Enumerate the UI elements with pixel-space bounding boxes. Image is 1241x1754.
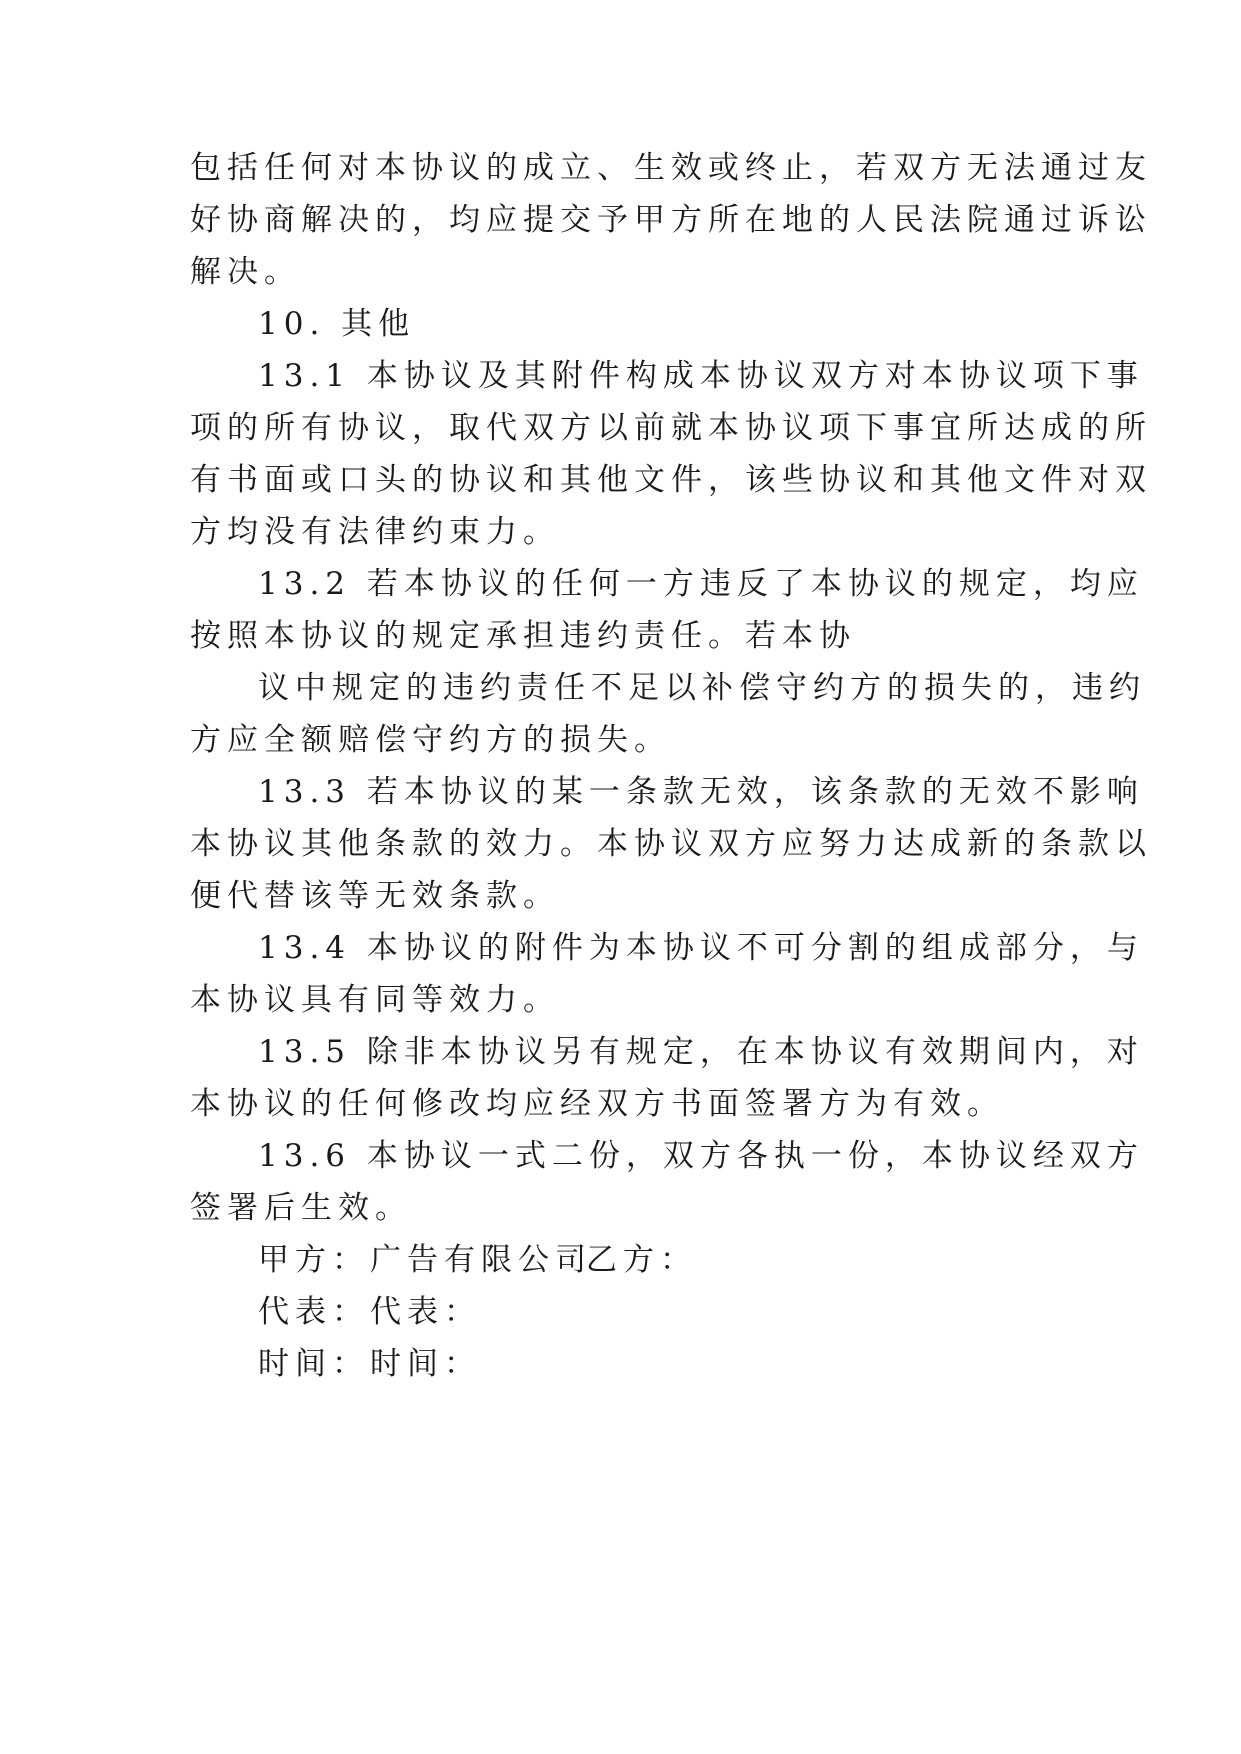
clause-13-2: 13.2 若本协议的任何一方违反了本协议的规定，均应 <box>258 566 1144 602</box>
paragraph-line: 便代替该等无效条款。 <box>190 878 560 914</box>
paragraph-line: 本协议其他条款的效力。本协议双方应努力达成新的条款以 <box>190 826 1152 862</box>
paragraph-line: 方均没有法律约束力。 <box>190 514 560 550</box>
paragraph-line: 议中规定的违约责任不足以补偿守约方的损失的，违约 <box>258 670 1146 706</box>
clause-13-5: 13.5 除非本协议另有规定，在本协议有效期间内，对 <box>258 1034 1144 1070</box>
clause-13-4: 13.4 本协议的附件为本协议不可分割的组成部分，与 <box>258 930 1144 966</box>
paragraph-line: 解决。 <box>190 254 301 290</box>
section-heading: 10. 其他 <box>258 306 416 342</box>
time-a-label: 时间： <box>258 1346 369 1382</box>
paragraph-line: 项的所有协议，取代双方以前就本协议项下事宜所达成的所 <box>190 410 1152 446</box>
time-b-label: 时间： <box>370 1346 481 1382</box>
paragraph-line: 本协议的任何修改均应经双方书面签署方为有效。 <box>190 1086 1004 1122</box>
paragraph-line: 有书面或口头的协议和其他文件，该些协议和其他文件对双 <box>190 462 1152 498</box>
paragraph-line: 本协议具有同等效力。 <box>190 982 560 1018</box>
clause-13-6: 13.6 本协议一式二份，双方各执一份，本协议经双方 <box>258 1138 1144 1174</box>
paragraph-line: 包括任何对本协议的成立、生效或终止，若双方无法通过友 <box>190 150 1152 186</box>
clause-13-3: 13.3 若本协议的某一条款无效，该条款的无效不影响 <box>258 774 1144 810</box>
party-a-name: 广告有限公司 <box>370 1242 592 1278</box>
paragraph-line: 方应全额赔偿守约方的损失。 <box>190 722 671 758</box>
rep-a-label: 代表： <box>258 1294 369 1330</box>
paragraph-line: 按照本协议的规定承担违约责任。若本协 <box>190 618 856 654</box>
party-a-label: 甲方： <box>258 1242 369 1278</box>
paragraph-line: 签署后生效。 <box>190 1190 412 1226</box>
party-b-label: 乙方： <box>586 1242 697 1278</box>
paragraph-line: 好协商解决的，均应提交予甲方所在地的人民法院通过诉讼 <box>190 202 1152 238</box>
clause-13-1: 13.1 本协议及其附件构成本协议双方对本协议项下事 <box>258 358 1144 394</box>
rep-b-label: 代表： <box>370 1294 481 1330</box>
